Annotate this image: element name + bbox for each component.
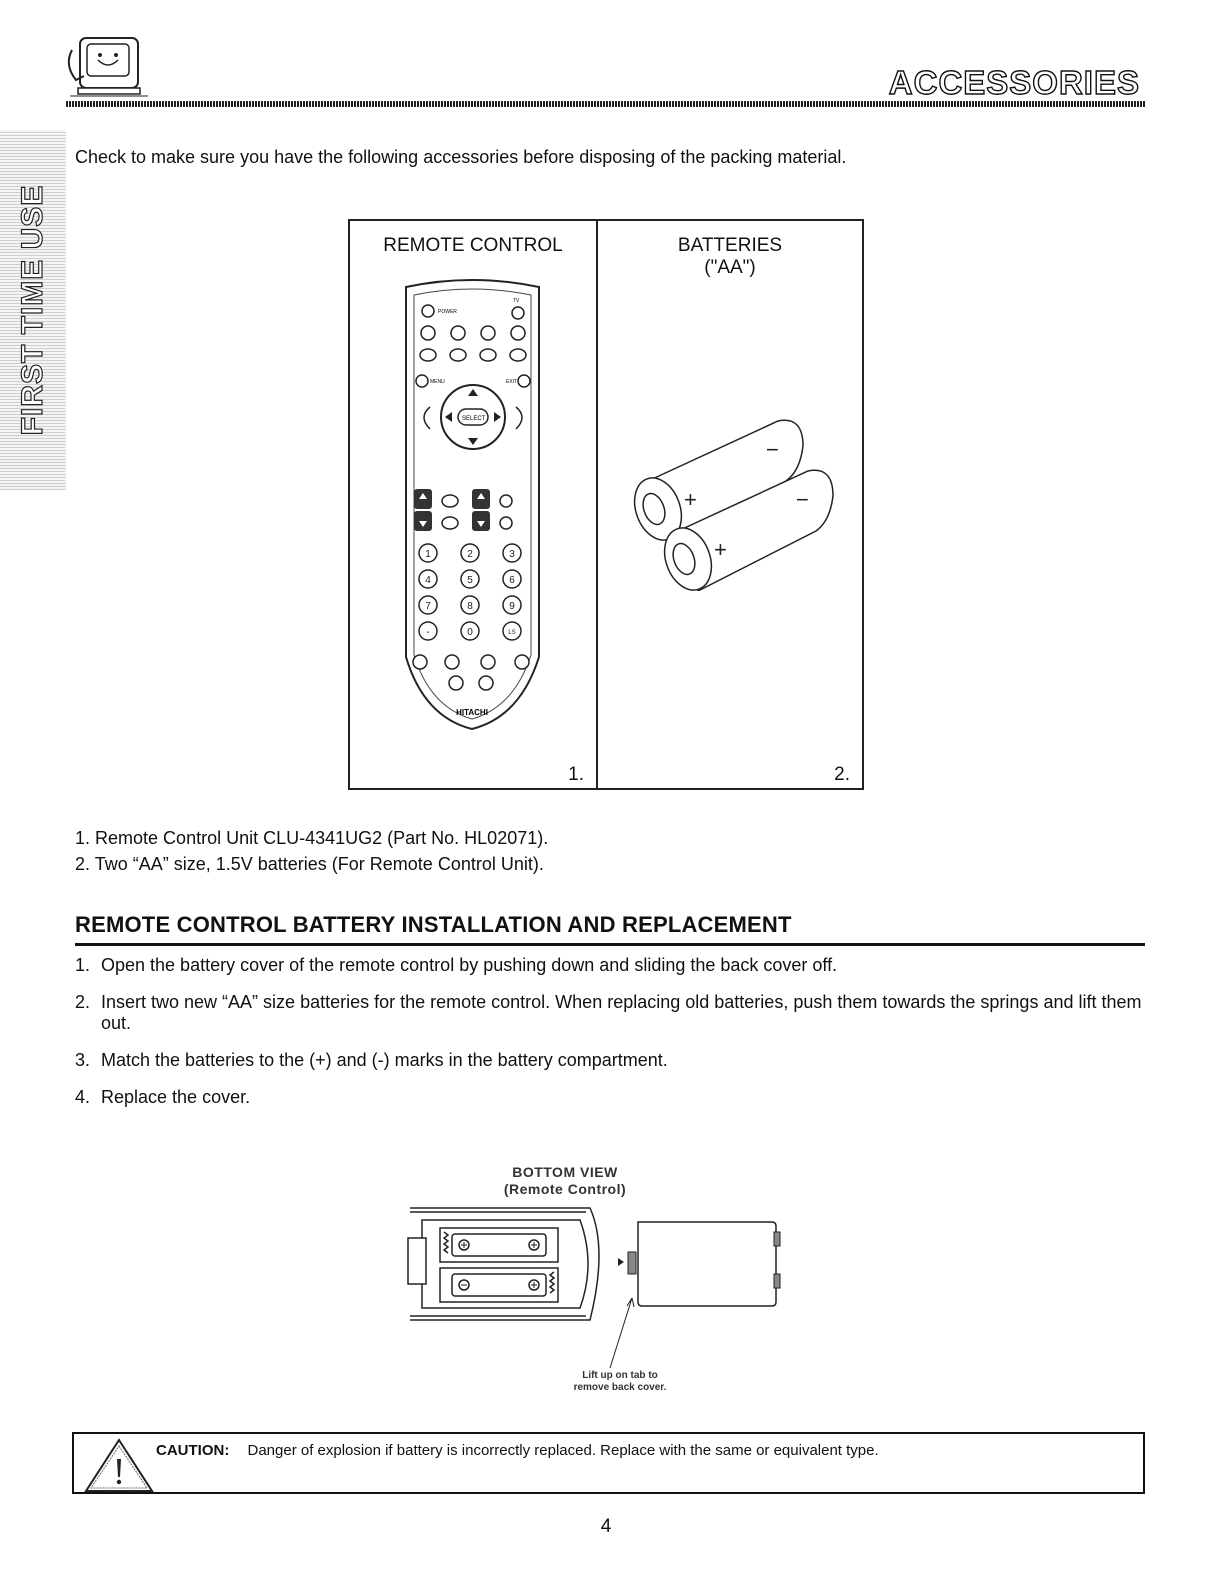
- accessory-cell-remote: [350, 221, 598, 788]
- intro-text: Check to make sure you have the following accessories before disposing of the packing material.: [75, 147, 847, 167]
- installation-steps: [75, 955, 1150, 1124]
- accessory-number: 2.: [834, 764, 850, 785]
- lift-tab-caption: Lift up on tab to remove back cover.: [573, 1370, 667, 1393]
- power-label: POWER: [438, 309, 457, 315]
- exit-label: EXIT: [506, 379, 518, 385]
- num-key-4: 4: [425, 575, 431, 586]
- select-label: SELECT: [462, 416, 486, 422]
- num-key-5: 5: [467, 575, 473, 586]
- accessories-table: [348, 219, 864, 790]
- accessory-title: BATTERIES: [677, 235, 783, 256]
- aa-batteries-illustration: [628, 411, 838, 591]
- num-key-7: 7: [425, 601, 431, 612]
- num-key-ls: LS: [508, 630, 516, 636]
- battery-minus-1: −: [766, 437, 779, 462]
- warning-icon: [84, 1437, 154, 1493]
- remote-brand: HITACHI: [456, 708, 488, 717]
- list-item: 2. Insert two new “AA” size batteries for the remote control. When replacing old batteries, push them towards the springs and lift them out.: [75, 992, 1142, 1033]
- remote-control-illustration: [400, 277, 545, 737]
- battery-plus-2: +: [714, 537, 727, 562]
- parts-list: [75, 825, 548, 877]
- caution-text: Danger of explosion if battery is incorrectly replaced. Replace with the same or equivalent type.: [247, 1442, 879, 1459]
- side-tab: [0, 130, 66, 490]
- battery-minus-2: −: [796, 487, 809, 512]
- num-key-8: 8: [467, 601, 473, 612]
- side-tab-label: FIRST TIME USE: [16, 184, 49, 436]
- bottom-view-caption: BOTTOM VIEW (Remote Control): [503, 1164, 627, 1197]
- num-key-0: 0: [467, 627, 473, 638]
- tv-logo-icon: [60, 30, 150, 100]
- caution-label: CAUTION:: [156, 1442, 230, 1459]
- menu-label: MENU: [430, 379, 445, 385]
- tv-label: TV: [513, 298, 520, 304]
- page-number: 4: [600, 1516, 612, 1537]
- num-key-dash: -: [426, 627, 430, 638]
- accessory-cell-batteries: [598, 221, 862, 788]
- header-rule: [66, 101, 1146, 107]
- section-rule: [75, 943, 1145, 946]
- num-key-2: 2: [467, 549, 473, 560]
- accessory-number: 1.: [568, 764, 584, 785]
- list-item: 4. Replace the cover.: [75, 1087, 251, 1107]
- battery-compartment-diagram: [400, 1198, 800, 1368]
- caution-box: [72, 1432, 1145, 1494]
- section-heading: REMOTE CONTROL BATTERY INSTALLATION AND REPLACEMENT: [75, 912, 792, 937]
- num-key-9: 9: [509, 601, 515, 612]
- accessory-title: REMOTE CONTROL: [383, 235, 563, 256]
- list-item: 1. Open the battery cover of the remote control by pushing down and sliding the back cover off.: [75, 955, 838, 975]
- list-item: 3. Match the batteries to the (+) and (-) marks in the battery compartment.: [75, 1050, 668, 1070]
- list-item: 2. Two “AA” size, 1.5V batteries (For Remote Control Unit).: [75, 854, 544, 874]
- num-key-1: 1: [425, 549, 431, 560]
- list-item: 1. Remote Control Unit CLU-4341UG2 (Part No. HL02071).: [75, 828, 549, 848]
- accessory-subtitle: ("AA"): [704, 257, 756, 278]
- num-key-6: 6: [509, 575, 515, 586]
- page-title: ACCESSORIES: [888, 64, 1140, 101]
- num-key-3: 3: [509, 549, 515, 560]
- battery-plus-1: +: [684, 487, 697, 512]
